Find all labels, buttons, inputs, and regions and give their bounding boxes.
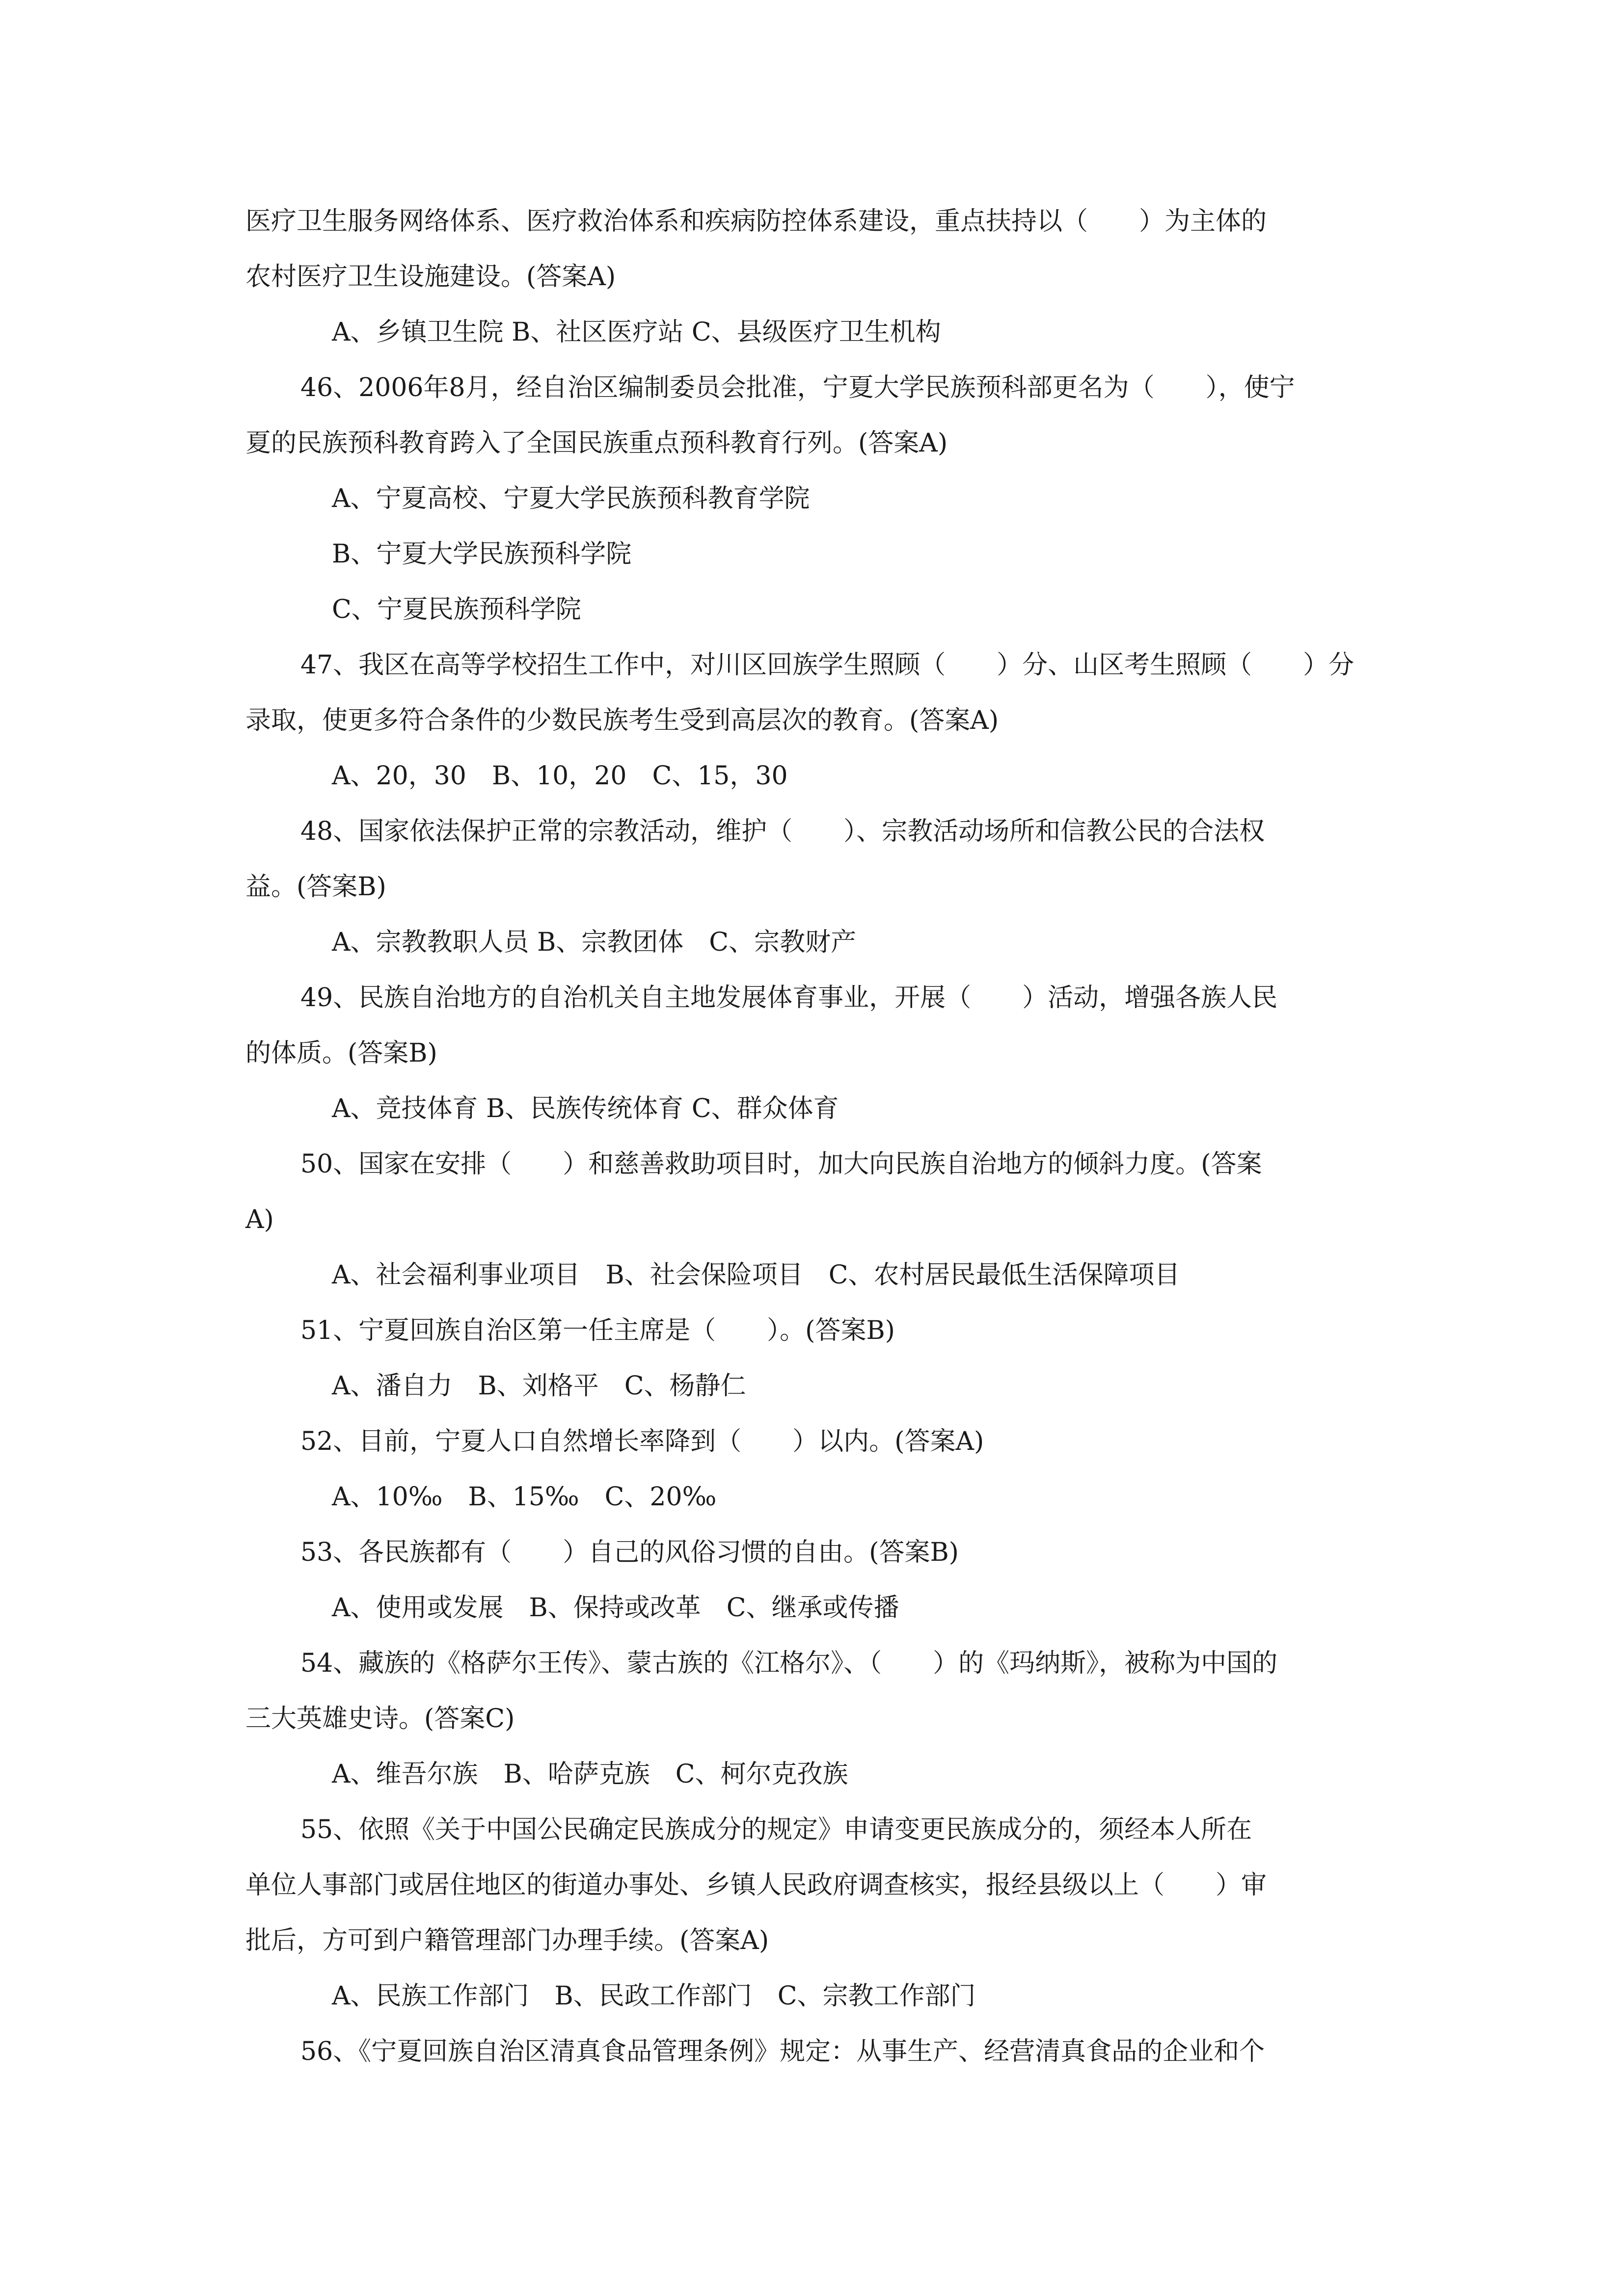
text-line: 52、目前，宁夏人口自然增长率降到（ ）以内。(答案A) [300,1427,984,1456]
question-item [245,638,1448,748]
answer-options [245,1248,1448,1303]
text-line: 53、各民族都有（ ）自己的风俗习惯的自由。(答案B) [300,1538,959,1567]
question-item [245,970,1448,1081]
text-line: 49、民族自治地方的自治机关自主地发展体育事业，开展（ ）活动，增强各族人民 [300,983,1278,1013]
option-line: A、20，30 B、10，20 C、15，30 [332,761,788,791]
text-line: 48、国家依法保护正常的宗教活动，维护（ ）、宗教活动场所和信教公民的合法权 [300,817,1265,846]
document-body [245,194,1448,2080]
answer-options [245,527,1448,582]
answer-options [245,305,1448,360]
text-line: 单位人事部门或居住地区的街道办事处、乡镇人民政府调查核实，报经县级以上（ ）审 [245,1870,1267,1900]
text-line: 益。(答案B) [245,872,386,902]
option-line: A、潘自力 B、刘格平 C、杨静仁 [332,1371,746,1401]
option-line: A、社会福利事业项目 B、社会保险项目 C、农村居民最低生活保障项目 [332,1260,1180,1290]
question-item [245,1802,1448,1969]
option-line: A、10‰ B、15‰ C、20‰ [332,1482,717,1512]
question-item [245,1525,1448,1580]
option-line: A、竞技体育 B、民族传统体育 C、群众体育 [332,1094,839,1123]
text-line: 批后，方可到户籍管理部门办理手续。(答案A) [245,1926,769,1955]
text-line: 夏的民族预科教育跨入了全国民族重点预科教育行列。(答案A) [245,428,948,458]
text-line: 51、宁夏回族自治区第一任主席是（ ）。(答案B) [300,1316,895,1345]
option-line: A、维吾尔族 B、哈萨克族 C、柯尔克孜族 [332,1760,848,1789]
question-item [245,2024,1448,2080]
question-item [245,804,1448,915]
question-item [245,1414,1448,1469]
answer-options [245,582,1448,638]
question-item [245,360,1448,471]
answer-options [245,1081,1448,1137]
answer-options [245,1469,1448,1525]
question-item [245,1137,1448,1248]
option-line: C、宁夏民族预科学院 [332,595,581,624]
answer-options [245,915,1448,970]
option-line: A、民族工作部门 B、民政工作部门 C、宗教工作部门 [332,1981,976,2011]
answer-options [245,1359,1448,1414]
answer-options [245,748,1448,804]
text-line: 三大英雄史诗。(答案C) [245,1704,515,1734]
question-item [245,1636,1448,1747]
text-line: 农村医疗卫生设施建设。(答案A) [245,262,616,292]
answer-options [245,1580,1448,1636]
text-line: 54、藏族的《格萨尔王传》、蒙古族的《江格尔》、（ ）的《玛纳斯》，被称为中国的 [300,1649,1278,1678]
text-line: 55、依照《关于中国公民确定民族成分的规定》申请变更民族成分的，须经本人所在 [300,1815,1252,1844]
question-continuation [245,194,1448,305]
answer-options [245,1969,1448,2024]
text-line: 50、国家在安排（ ）和慈善救助项目时，加大向民族自治地方的倾斜力度。(答案 [300,1149,1262,1179]
option-line: A、宁夏高校、宁夏大学民族预科教育学院 [332,484,810,513]
answer-options [245,1747,1448,1802]
question-item [245,1303,1448,1359]
text-line: 医疗卫生服务网络体系、医疗救治体系和疾病防控体系建设，重点扶持以（ ）为主体的 [245,207,1267,236]
option-line: A、宗教教职人员 B、宗教团体 C、宗教财产 [332,928,857,957]
answer-options [245,471,1448,527]
text-line: 46、2006年8月，经自治区编制委员会批准，宁夏大学民族预科部更名为（ ），使宁 [300,373,1295,402]
text-line: 的体质。(答案B) [245,1039,437,1068]
option-line: A、使用或发展 B、保持或改革 C、继承或传播 [332,1593,899,1623]
text-line: 47、我区在高等学校招生工作中，对川区回族学生照顾（ ）分、山区考生照顾（ ）分 [300,650,1354,680]
text-line: 录取，使更多符合条件的少数民族考生受到高层次的教育。(答案A) [245,706,999,735]
text-line: 56、《宁夏回族自治区清真食品管理条例》规定：从事生产、经营清真食品的企业和个 [300,2037,1265,2066]
option-line: B、宁夏大学民族预科学院 [332,539,632,569]
option-line: A、乡镇卫生院 B、社区医疗站 C、县级医疗卫生机构 [332,318,941,347]
text-line: A) [245,1205,274,1234]
